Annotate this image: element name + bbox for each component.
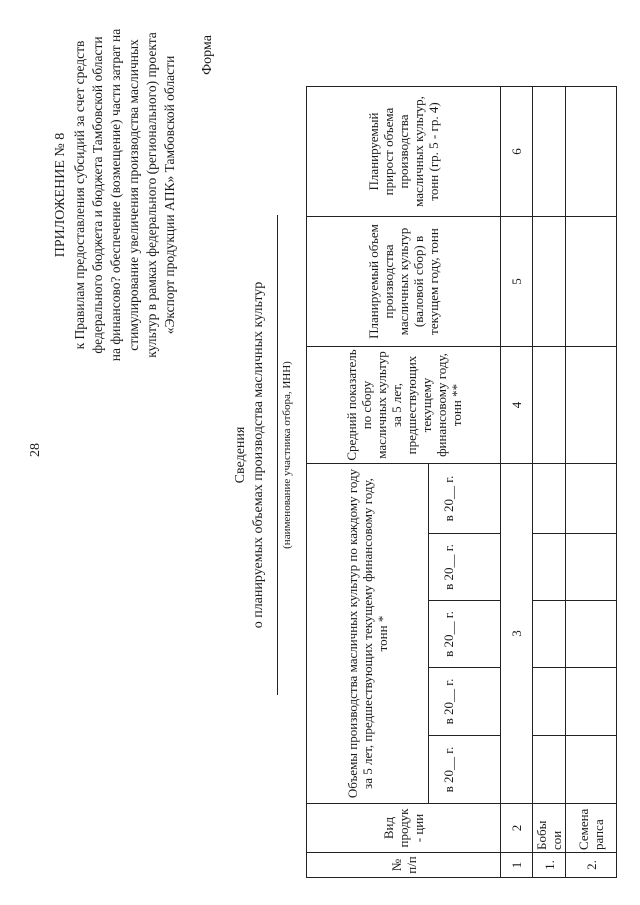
empty-cell xyxy=(533,217,566,347)
empty-cell xyxy=(533,736,566,804)
header-num: № п/п xyxy=(307,853,501,878)
header-product: Вид продук - ции xyxy=(307,804,501,853)
empty-cell xyxy=(566,347,617,464)
column-number: 3 xyxy=(501,464,533,804)
appendix-line: культур в рамках федерального (регионального) проекта xyxy=(144,32,159,358)
empty-cell xyxy=(566,668,617,736)
row-product: Бобы сои xyxy=(533,804,566,853)
empty-cell xyxy=(566,217,617,347)
column-number-row xyxy=(501,87,533,878)
column-number: 5 xyxy=(501,217,533,347)
document-heading xyxy=(232,245,268,665)
appendix-line: к Правилам предоставления субсидий за счет средств xyxy=(72,40,87,350)
row-number: 2. xyxy=(566,853,617,878)
column-number: 2 xyxy=(501,804,533,853)
participant-fill-line xyxy=(277,215,278,695)
appendix-title: ПРИЛОЖЕНИЕ № 8 xyxy=(53,132,68,258)
heading-title: Сведения xyxy=(233,426,248,484)
production-table xyxy=(306,86,617,878)
row-number: 1. xyxy=(533,853,566,878)
heading-subtitle: о планируемых объемах производства масличных культур xyxy=(251,281,266,629)
empty-cell xyxy=(533,534,566,601)
appendix-line: стимулирование увеличения производства масличных xyxy=(126,39,141,351)
header-year-cell: в 20__ г. xyxy=(429,534,501,601)
appendix-line: федерального бюджета и бюджета Тамбовской области xyxy=(90,36,105,354)
empty-cell xyxy=(533,347,566,464)
table-header-row xyxy=(307,87,429,878)
empty-cell xyxy=(533,668,566,736)
header-planned: Планируемый объем производства масличных культур (валовой сбор) в текущем году, тонн xyxy=(307,217,501,347)
form-label: Форма xyxy=(200,35,215,75)
header-volumes: Объемы производства масличных культур по каждому году за 5 лет, предшествующих текущему финансовому году, тонн * xyxy=(307,464,429,804)
table-row xyxy=(533,87,566,878)
empty-cell xyxy=(566,736,617,804)
header-year-cell: в 20__ г. xyxy=(429,668,501,736)
empty-cell xyxy=(566,464,617,534)
header-increase: Планируемый прирост объема производства масличных культур, тонн (гр. 5 - гр. 4) xyxy=(307,87,501,217)
empty-cell xyxy=(566,534,617,601)
column-number: 6 xyxy=(501,87,533,217)
empty-cell xyxy=(533,87,566,217)
column-number: 1 xyxy=(501,853,533,878)
page-number: 28 xyxy=(28,443,43,457)
header-average: Средний показатель по сбору масличных культур за 5 лет, предшествующих текущему финансовому году, тонн ** xyxy=(307,347,501,464)
participant-note: (наименование участника отбора, ИНН) xyxy=(281,361,293,549)
empty-cell xyxy=(533,601,566,668)
empty-cell xyxy=(533,464,566,534)
appendix-block xyxy=(52,15,179,375)
appendix-line: «Экспорт продукции АПК» Тамбовской области xyxy=(162,55,177,335)
header-year-cell: в 20__ г. xyxy=(429,736,501,804)
header-year-cell: в 20__ г. xyxy=(429,601,501,668)
table-row xyxy=(566,87,617,878)
appendix-line: на финансово? обеспечение (возмещение) части затрат на xyxy=(108,28,123,362)
column-number: 4 xyxy=(501,347,533,464)
empty-cell xyxy=(566,601,617,668)
header-year-cell: в 20__ г. xyxy=(429,464,501,534)
empty-cell xyxy=(566,87,617,217)
row-product: Семена рапса xyxy=(566,804,617,853)
